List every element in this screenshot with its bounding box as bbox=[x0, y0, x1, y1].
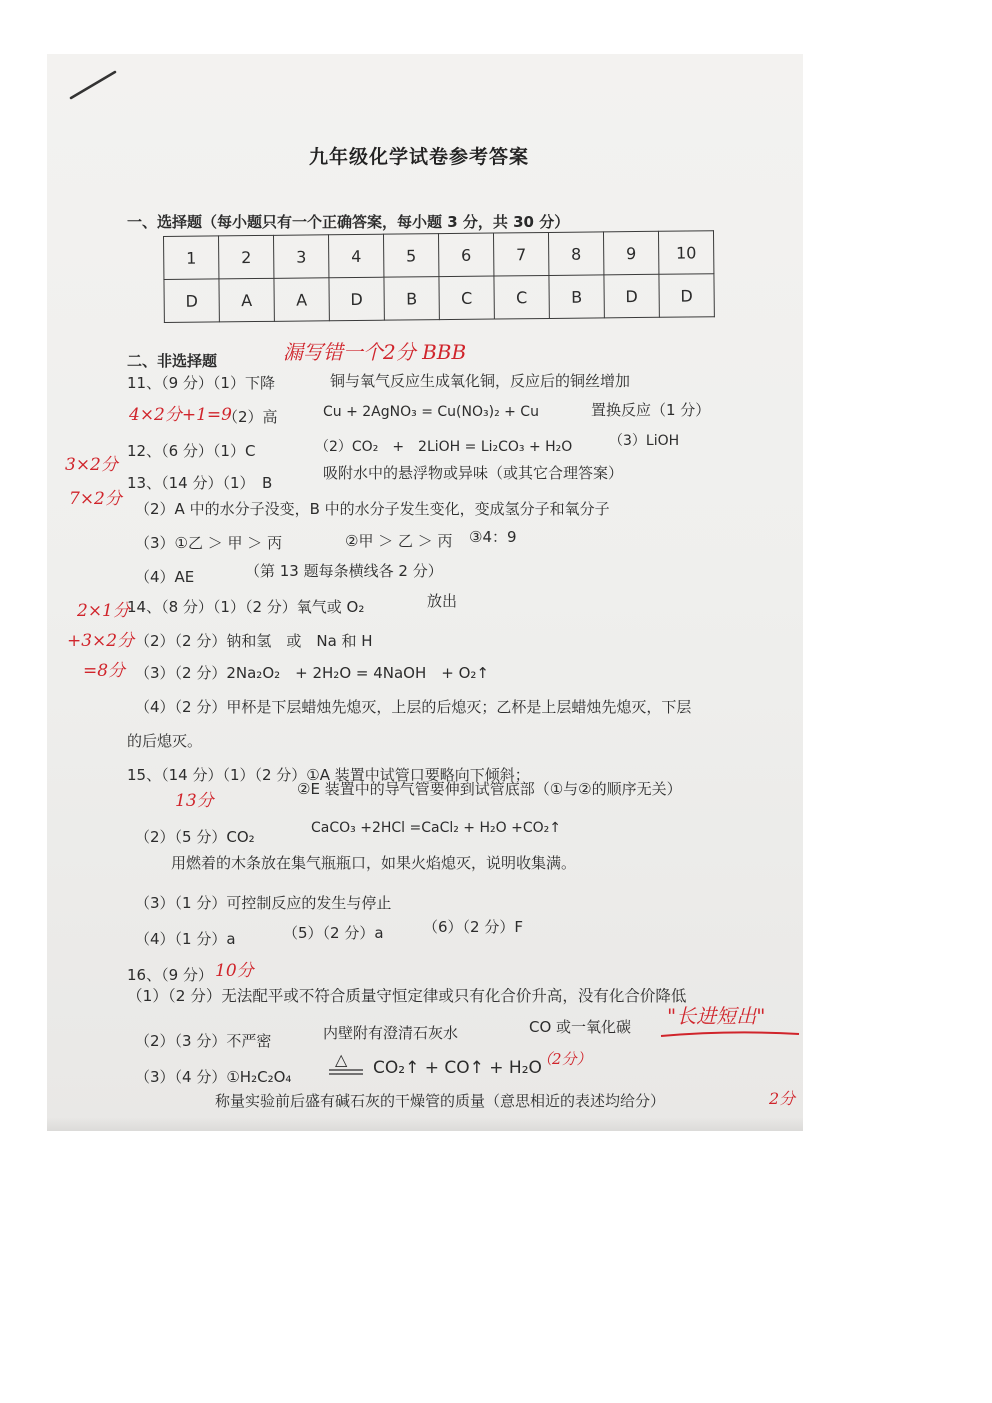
q14-line3: （3）（2 分）2Na₂O₂ + 2H₂O = 4NaOH + O₂↑ bbox=[135, 664, 489, 682]
red-underline-mark bbox=[659, 1028, 803, 1042]
q13-line3b: ②甲 ＞ 乙 ＞ 丙 bbox=[345, 532, 453, 550]
handwritten-note: "长进短出" bbox=[667, 1004, 766, 1028]
q13-explanation: 吸附水中的悬浮物或异味（或其它合理答案） bbox=[323, 464, 624, 482]
handwritten-note: 漏写错一个2分 BBB bbox=[283, 340, 467, 364]
q15-line6c: （6）（2 分）F bbox=[423, 918, 523, 936]
q16-line1: 16、（9 分） bbox=[127, 966, 213, 984]
q13-line3a: （3）①乙 ＞ 甲 ＞ 丙 bbox=[135, 534, 283, 552]
handwritten-note: 2分 bbox=[769, 1089, 796, 1108]
section1-heading: 一、选择题（每小题只有一个正确答案，每小题 3 分，共 30 分） bbox=[127, 213, 570, 231]
table-cell: D bbox=[164, 279, 219, 323]
q12-equation: （2）CO₂ + 2LiOH = Li₂CO₃ + H₂O bbox=[315, 439, 573, 455]
table-cell: 8 bbox=[548, 232, 603, 276]
table-cell: D bbox=[659, 274, 714, 318]
table-cell: C bbox=[494, 275, 549, 319]
q15-equation: CaCO₃ +2HCl =CaCl₂ + H₂O +CO₂↑ bbox=[311, 820, 561, 836]
q16-products: CO₂↑ + CO↑ + H₂O bbox=[373, 1058, 542, 1078]
q15-line6b: （5）（2 分）a bbox=[283, 924, 384, 942]
q14-line1b: 放出 bbox=[427, 592, 458, 610]
q15-line4: 用燃着的木条放在集气瓶瓶口，如果火焰熄灭，说明收集满。 bbox=[171, 854, 577, 872]
photo-edge-shadow bbox=[47, 1117, 803, 1131]
table-cell: D bbox=[604, 274, 659, 318]
q14-line5: 的后熄灭。 bbox=[127, 732, 203, 750]
q16-line3a: （2）（3 分）不严密 bbox=[135, 1032, 272, 1050]
table-cell: A bbox=[219, 278, 274, 322]
answer-table-number-row bbox=[164, 231, 714, 280]
q13-line4: （4）AE bbox=[135, 568, 195, 586]
q12-line1: 12、（6 分）（1）C bbox=[127, 442, 256, 460]
q11-line1: 11、（9 分）（1）下降 bbox=[127, 374, 275, 392]
answer-table-answer-row bbox=[164, 274, 714, 323]
q16-line3b: 内壁附有澄清石灰水 bbox=[323, 1024, 459, 1042]
q16-line5: 称量实验前后盛有碱石灰的干燥管的质量（意思相近的表述均给分） bbox=[215, 1092, 666, 1110]
heat-symbol: △ bbox=[335, 1050, 348, 1069]
q15-line3: （2）（5 分）CO₂ bbox=[135, 828, 255, 846]
q14-line2: （2）（2 分）钠和氢 或 Na 和 H bbox=[135, 632, 373, 650]
table-cell: B bbox=[549, 275, 604, 319]
table-cell: B bbox=[384, 277, 439, 321]
q15-line2: ②E 装置中的导气管要伸到试管底部（①与②的顺序无关） bbox=[297, 780, 682, 798]
q13-line3c: ③4：9 bbox=[469, 528, 517, 546]
q13-line2: （2）A 中的水分子没变，B 中的水分子发生变化，变成氢分子和氧分子 bbox=[135, 500, 610, 518]
table-cell: 10 bbox=[658, 231, 713, 275]
q16-line2: （1）（2 分）无法配平或不符合质量守恒定律或只有化合价升高，没有化合价降低 bbox=[127, 987, 687, 1005]
table-cell: A bbox=[274, 278, 329, 322]
q13-line1: 13、（14 分）（1） B bbox=[127, 474, 273, 492]
q15-line5: （3）（1 分）可控制反应的发生与停止 bbox=[135, 894, 392, 912]
table-cell: 4 bbox=[328, 234, 383, 278]
q16-line4a: （3）（4 分）①H₂C₂O₄ bbox=[135, 1068, 292, 1086]
handwritten-note: 2×1分 bbox=[77, 601, 130, 621]
q11-equation: Cu + 2AgNO₃ = Cu(NO₃)₂ + Cu bbox=[323, 404, 539, 420]
reaction-arrow bbox=[329, 1069, 363, 1075]
handwritten-note: 3×2分 bbox=[65, 455, 118, 475]
section2-heading: 二、非选择题 bbox=[127, 352, 218, 370]
q16-line3c: CO 或一氧化碳 bbox=[529, 1018, 632, 1036]
photographed-answer-sheet bbox=[47, 54, 803, 1131]
answer-table bbox=[163, 230, 715, 323]
q12-answer3: （3）LiOH bbox=[609, 433, 680, 449]
handwritten-note: 4×2分+1=9 bbox=[129, 405, 232, 425]
table-cell: 3 bbox=[273, 235, 328, 279]
table-cell: 6 bbox=[438, 233, 493, 277]
handwritten-note: 13分 bbox=[175, 791, 214, 811]
handwritten-note: =8分 bbox=[83, 661, 126, 681]
table-cell: C bbox=[439, 276, 494, 320]
q15-line1: 15、（14 分）（1）（2 分）①A 装置中试管口要略向下倾斜； bbox=[127, 766, 530, 784]
q11-line2: （2）高 bbox=[223, 408, 278, 426]
table-cell: 1 bbox=[164, 236, 219, 280]
handwritten-note: +3×2分 bbox=[67, 631, 135, 651]
table-cell: 5 bbox=[383, 234, 438, 278]
page-title: 九年级化学试卷参考答案 bbox=[309, 146, 530, 168]
pen-stroke-mark bbox=[69, 68, 119, 102]
handwritten-note: （2分） bbox=[537, 1050, 592, 1068]
table-cell: 2 bbox=[219, 235, 274, 279]
table-cell: D bbox=[329, 277, 384, 321]
q14-line4: （4）（2 分）甲杯是下层蜡烛先熄灭，上层的后熄灭；乙杯是上层蜡烛先熄灭，下层 bbox=[135, 698, 692, 716]
q11-reaction-type: 置换反应（1 分） bbox=[591, 401, 711, 419]
q13-note: （第 13 题每条横线各 2 分） bbox=[245, 562, 443, 580]
table-cell: 9 bbox=[603, 231, 658, 275]
q15-line6a: （4）（1 分）a bbox=[135, 930, 236, 948]
table-cell: 7 bbox=[493, 232, 548, 276]
handwritten-note: 7×2分 bbox=[69, 489, 122, 509]
q14-line1: 14、（8 分）（1）（2 分）氧气或 O₂ bbox=[127, 598, 365, 616]
q11-explanation: 铜与氧气反应生成氧化铜，反应后的铜丝增加 bbox=[330, 372, 631, 390]
handwritten-note: 10分 bbox=[215, 961, 254, 981]
